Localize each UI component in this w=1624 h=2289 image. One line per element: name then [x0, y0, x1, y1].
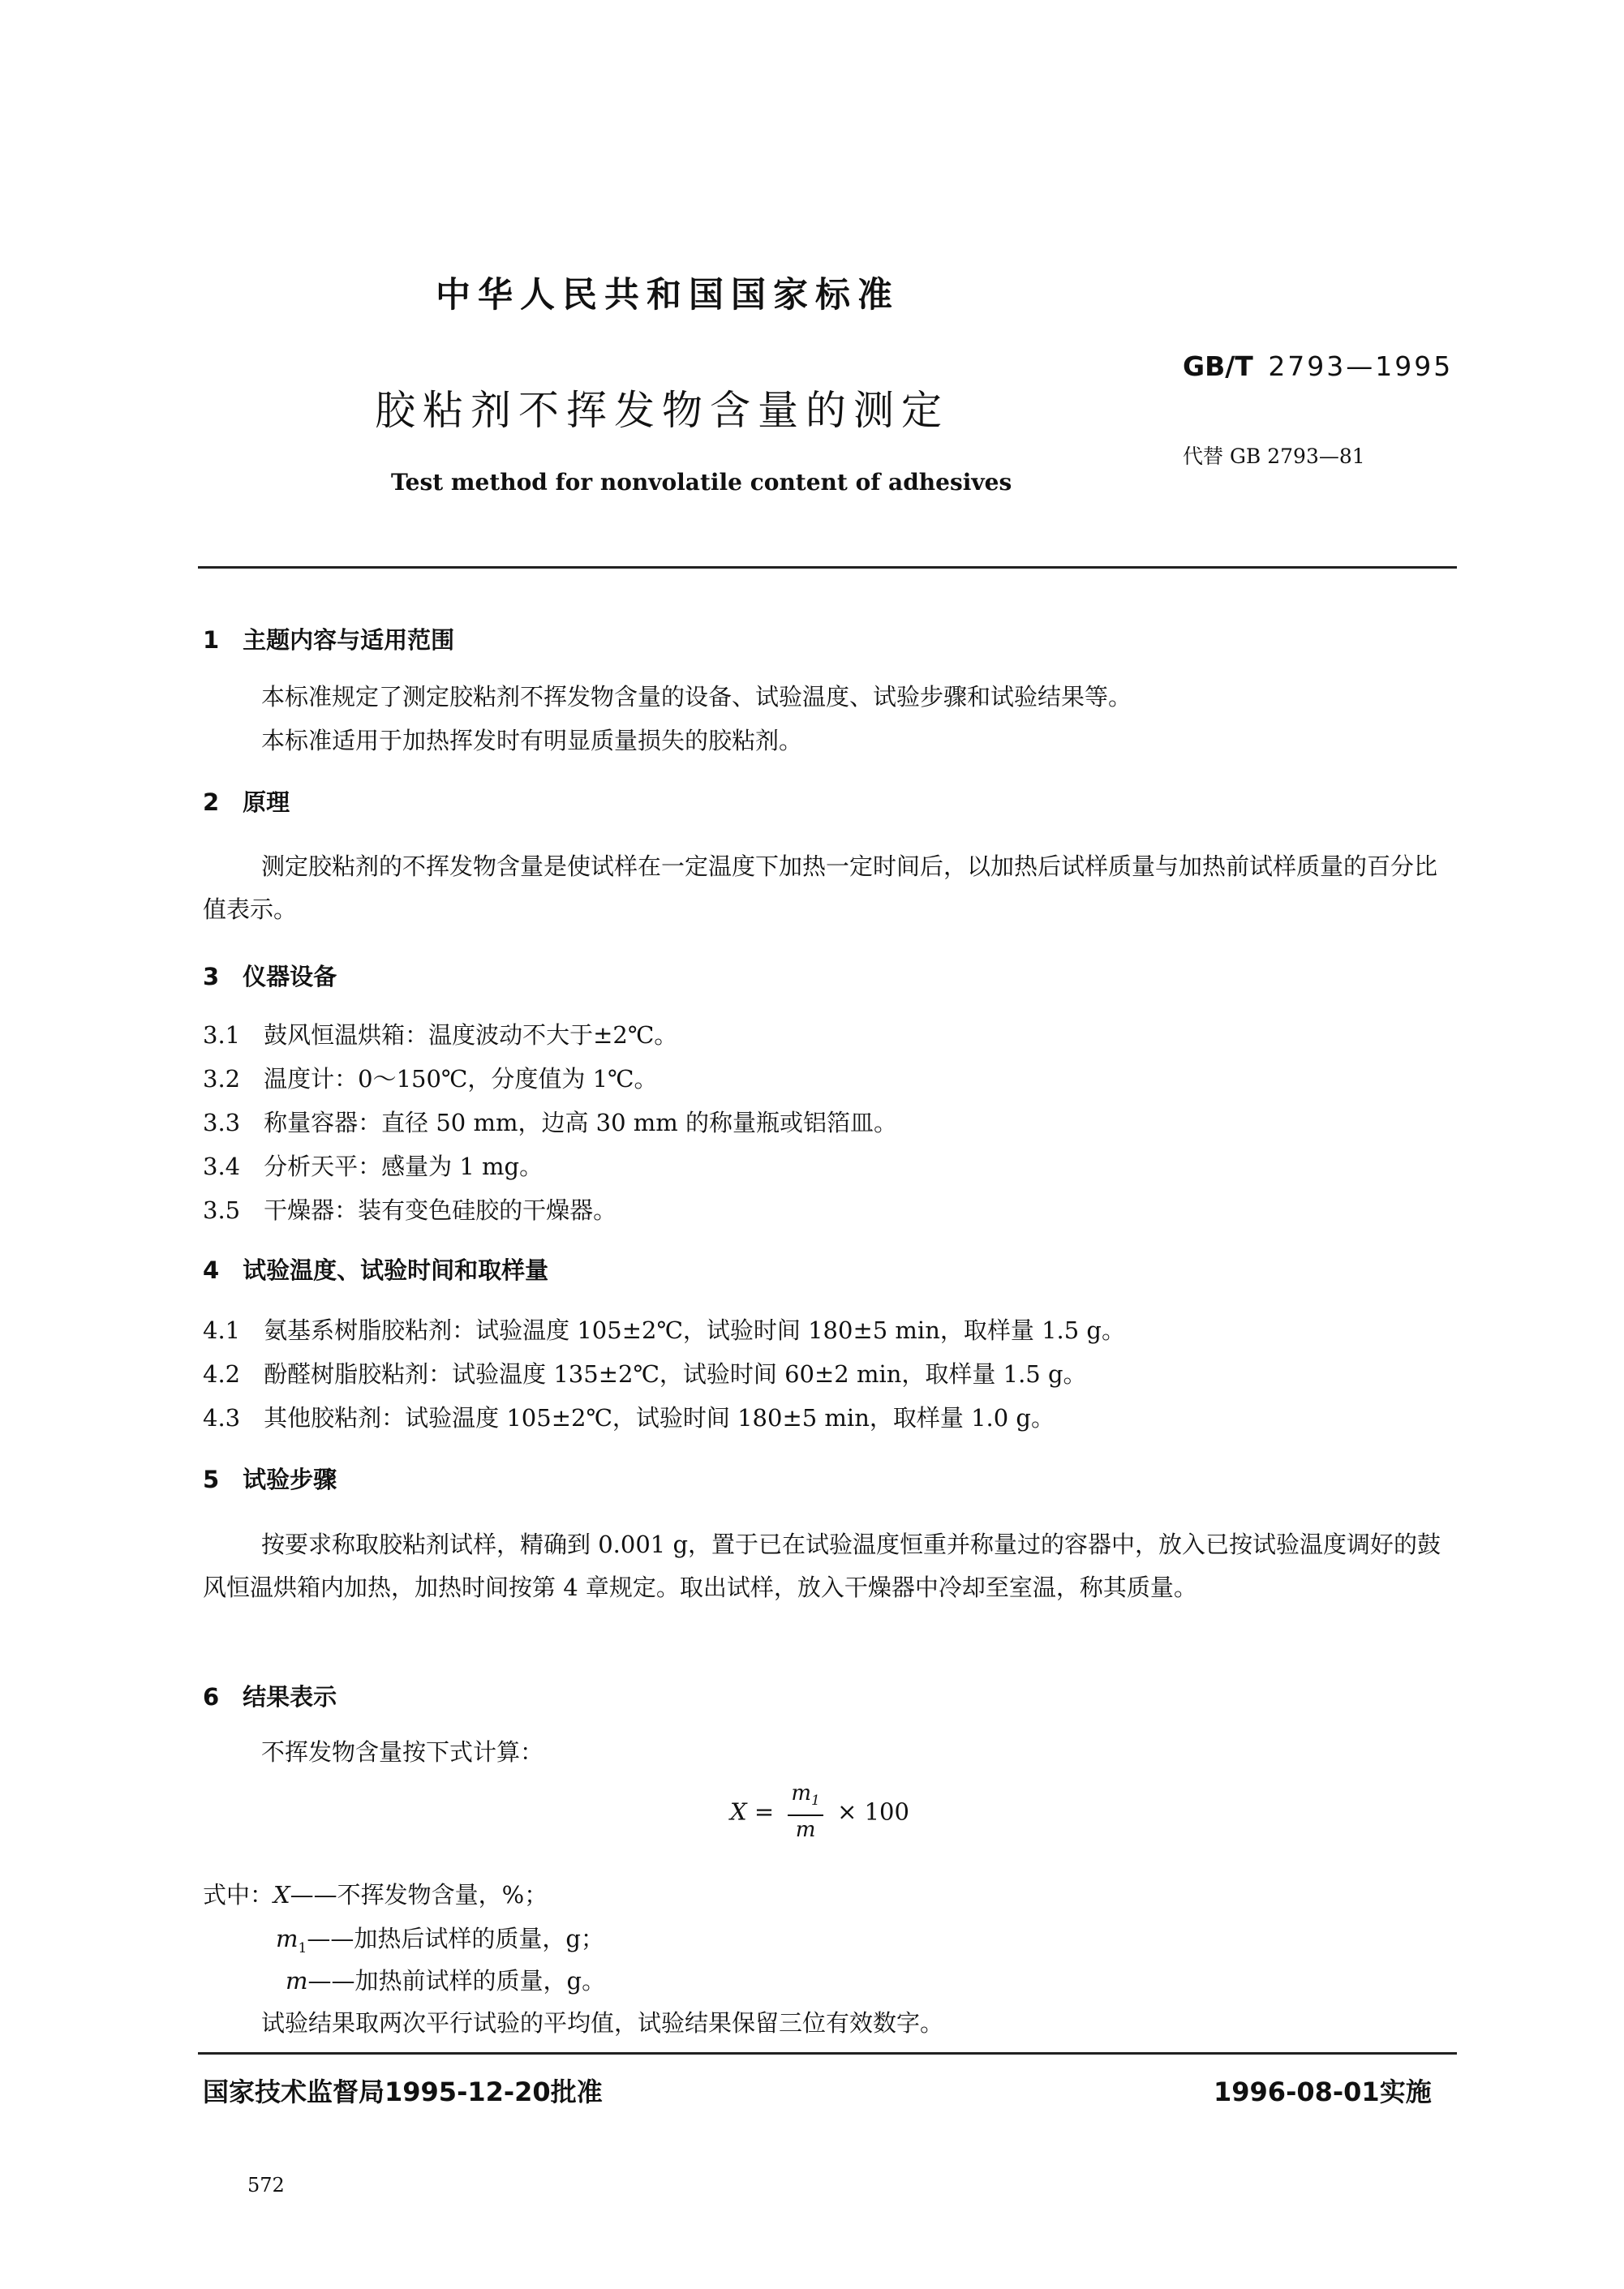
- formula-lhs: X =: [730, 1797, 775, 1826]
- section-3-item: 3.4 分析天平：感量为 1 mg。: [203, 1153, 543, 1180]
- section-4-item: 4.2 酚醛树脂胶粘剂：试验温度 135±2℃，试验时间 60±2 min，取样量 1.5 g。: [203, 1360, 1087, 1388]
- section-3-item: 3.1 鼓风恒温烘箱：温度波动不大于±2℃。: [203, 1021, 678, 1049]
- effective-date: 1996-08-01实施: [1214, 2076, 1432, 2107]
- definition-line-m1: [276, 1927, 604, 1956]
- definition-symbol: X: [273, 1881, 290, 1909]
- definition-text: ——不挥发物含量，%；: [290, 1881, 548, 1909]
- section-3-item: 3.5 干燥器：装有变色硅胶的干燥器。: [203, 1196, 617, 1224]
- definition-text: ——加热前试样的质量，g。: [307, 1967, 606, 1995]
- formula-numerator: [788, 1781, 823, 1816]
- definition-text: ——加热后试样的质量，g；: [307, 1925, 604, 1952]
- definition-symbol: m: [286, 1967, 308, 1995]
- replaces-standard: 代替 GB 2793—81: [1183, 444, 1365, 468]
- where-prefix: 式中：: [203, 1881, 274, 1909]
- section-1-para-1: 本标准规定了测定胶粘剂不挥发物含量的设备、试验温度、试验步骤和试验结果等。: [261, 683, 1132, 711]
- section-3-item: 3.3 称量容器：直径 50 mm，边高 30 mm 的称量瓶或铝箔皿。: [203, 1109, 898, 1136]
- section-6-heading: 6 结果表示: [203, 1683, 337, 1711]
- page-number: 572: [247, 2174, 285, 2197]
- standard-prefix: GB/T: [1183, 350, 1253, 382]
- section-5-para-1: 按要求称取胶粘剂试样，精确到 0.001 g，置于已在试验温度恒重并称量过的容器中，放入已按试验温度调好的鼓风恒温烘箱内加热，加热时间按第 4 章规定。取出试样，放入干燥器中冷却至室温，称其质量。: [203, 1531, 1441, 1601]
- definition-line-m: [286, 1969, 605, 1993]
- approval-date: 国家技术监督局1995-12-20批准: [203, 2076, 603, 2107]
- section-4-item: 4.3 其他胶粘剂：试验温度 105±2℃，试验时间 180±5 min，取样量 1.0 g。: [203, 1404, 1055, 1432]
- document-title-cn: 胶粘剂不挥发物含量的测定: [375, 387, 949, 434]
- formula: [730, 1781, 909, 1842]
- definition-line-x: [203, 1883, 548, 1907]
- section-3-heading: 3 仪器设备: [203, 963, 337, 990]
- section-1-heading: 1 主题内容与适用范围: [203, 626, 455, 654]
- formula-intro: 不挥发物含量按下式计算：: [261, 1738, 544, 1766]
- standard-code: [1183, 350, 1453, 382]
- definition-subscript: 1: [298, 1939, 307, 1956]
- section-4-heading: 4 试验温度、试验时间和取样量: [203, 1256, 549, 1284]
- document-title-en: Test method for nonvolatile content of adhesives: [391, 469, 1012, 496]
- formula-rhs: × 100: [837, 1797, 909, 1826]
- standard-number: 2793—1995: [1268, 350, 1454, 382]
- formula-denominator: m: [795, 1818, 816, 1843]
- numerator-subscript: 1: [811, 1793, 820, 1810]
- section-2-para-1: 测定胶粘剂的不挥发物含量是使试样在一定温度下加热一定时间后，以加热后试样质量与加热前试样质量的百分比值表示。: [203, 852, 1438, 923]
- result-note: 试验结果取两次平行试验的平均值，试验结果保留三位有效数字。: [261, 2009, 944, 2037]
- header-divider: [198, 566, 1457, 569]
- formula-fraction: [788, 1781, 823, 1842]
- section-2-heading: 2 原理: [203, 788, 290, 816]
- section-3-item: 3.2 温度计：0～150℃，分度值为 1℃。: [203, 1065, 658, 1093]
- section-1-para-2: 本标准适用于加热挥发时有明显质量损失的胶粘剂。: [261, 727, 803, 754]
- footer-divider: [198, 2052, 1457, 2055]
- national-standard-heading: 中华人民共和国国家标准: [436, 275, 900, 316]
- section-4-item: 4.1 氨基系树脂胶粘剂：试验温度 105±2℃，试验时间 180±5 min，取样量 1.5 g。: [203, 1316, 1125, 1344]
- section-5-heading: 5 试验步骤: [203, 1466, 337, 1493]
- definition-symbol: m: [276, 1925, 299, 1952]
- numerator-symbol: m: [791, 1781, 812, 1806]
